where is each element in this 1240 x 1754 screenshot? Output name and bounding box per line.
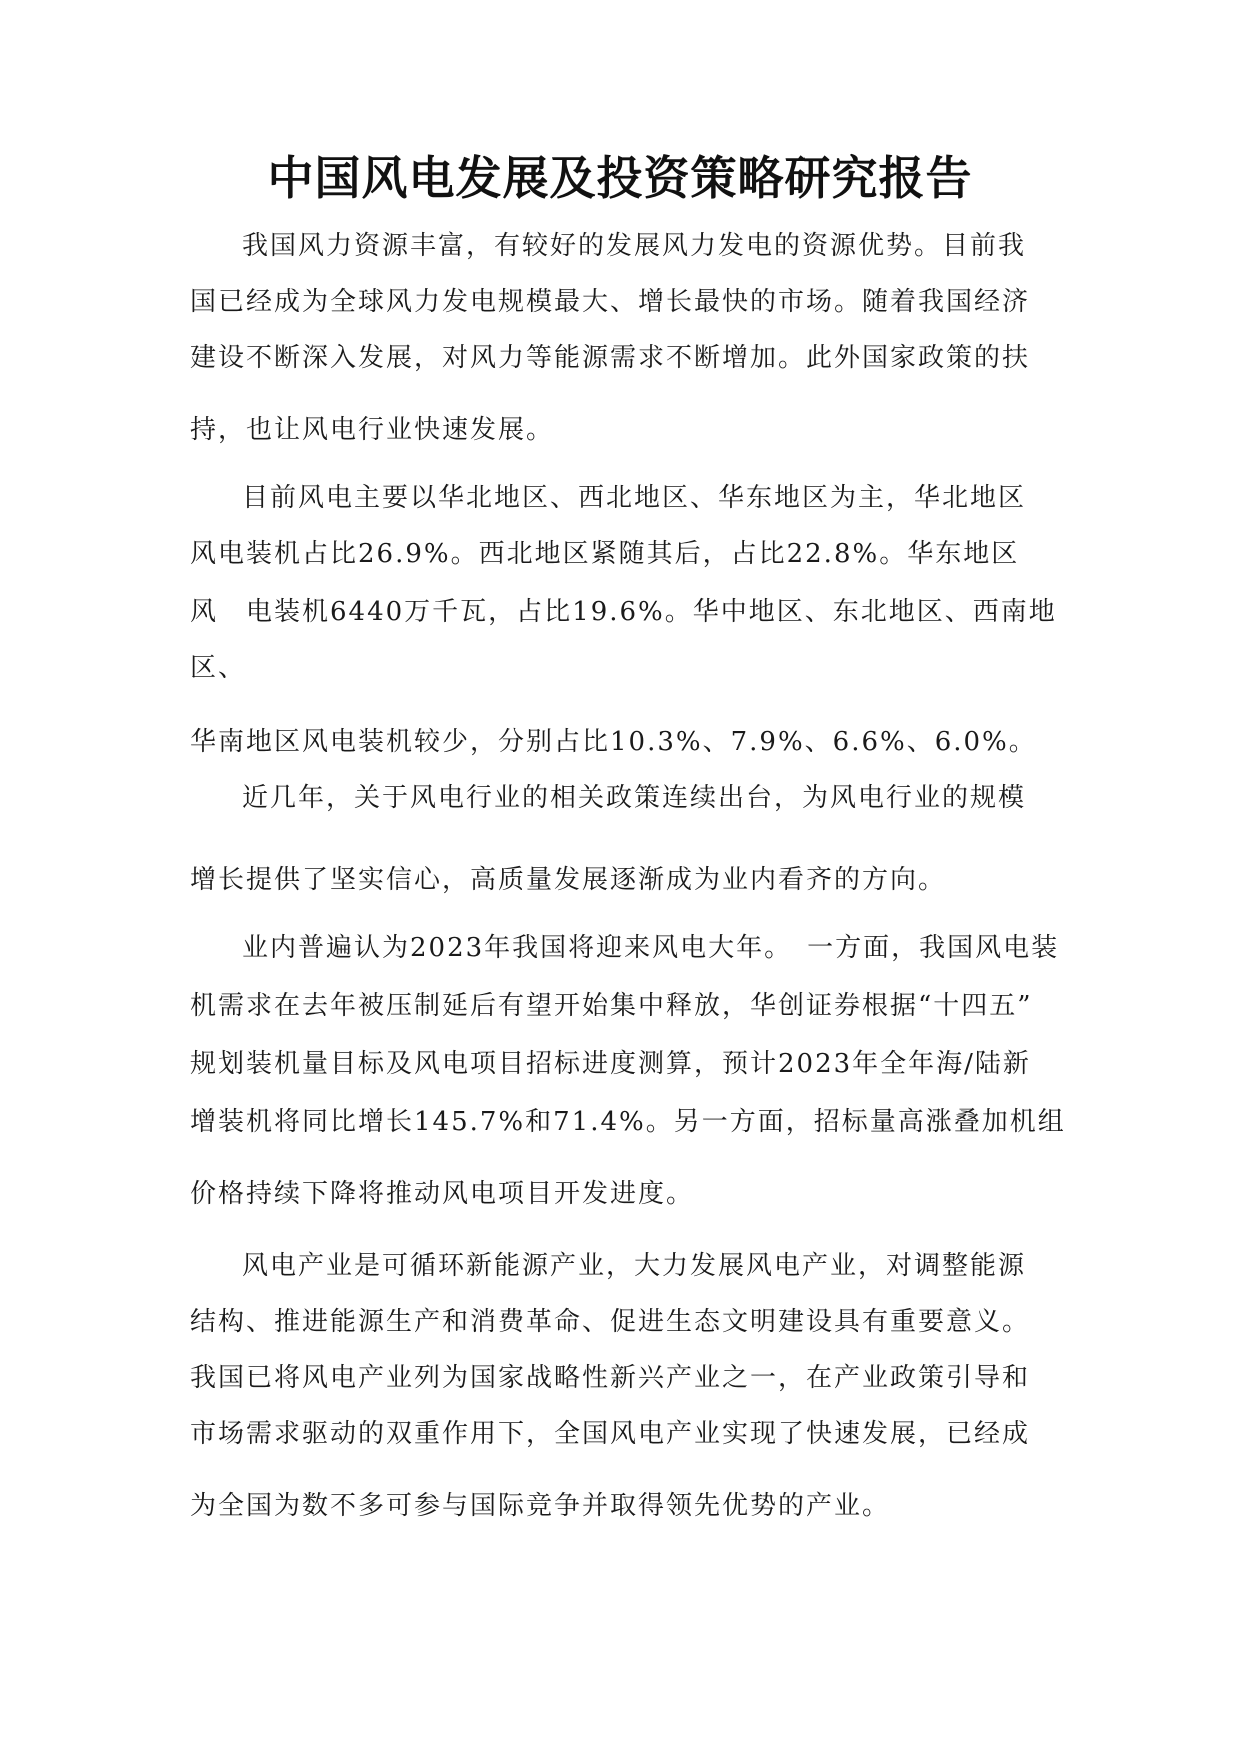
paragraph-2-line-2: 风电装机占比26.9%。西北地区紧随其后，占比22.8%。华东地区	[190, 539, 1020, 569]
paragraph-1-line-4: 持，也让风电行业快速发展。	[190, 415, 555, 445]
paragraph-4-line-1: 业内普遍认为2023年我国将迎来风电大年。 一方面，我国风电装	[242, 933, 1060, 963]
paragraph-2-line-3: 风 电装机6440万千瓦，占比19.6%。华中地区、东北地区、西南地	[190, 597, 1057, 627]
document-title: 中国风电发展及投资策略研究报告	[267, 151, 973, 205]
paragraph-5-line-5: 为全国为数不多可参与国际竞争并取得领先优势的产业。	[190, 1491, 891, 1521]
paragraph-5-line-1: 风电产业是可循环新能源产业，大力发展风电产业，对调整能源	[242, 1251, 1027, 1281]
paragraph-4-line-4: 增装机将同比增长145.7%和71.4%。另一方面，招标量高涨叠加机组	[190, 1107, 1066, 1137]
paragraph-1-line-2: 国已经成为全球风力发电规模最大、增长最快的市场。随着我国经济	[190, 287, 1031, 317]
paragraph-1-line-1: 我国风力资源丰富，有较好的发展风力发电的资源优势。目前我	[242, 231, 1027, 261]
paragraph-5-line-2: 结构、推进能源生产和消费革命、促进生态文明建设具有重要意义。	[190, 1307, 1031, 1337]
paragraph-2-line-5: 华南地区风电装机较少，分别占比10.3%、7.9%、6.6%、6.0%。	[190, 727, 1037, 757]
paragraph-2-line-1: 目前风电主要以华北地区、西北地区、华东地区为主，华北地区	[242, 483, 1027, 513]
paragraph-5-line-4: 市场需求驱动的双重作用下，全国风电产业实现了快速发展，已经成	[190, 1419, 1031, 1449]
paragraph-1-line-3: 建设不断深入发展，对风力等能源需求不断增加。此外国家政策的扶	[190, 343, 1031, 373]
paragraph-4-line-5: 价格持续下降将推动风电项目开发进度。	[190, 1179, 695, 1209]
paragraph-4-line-2: 机需求在去年被压制延后有望开始集中释放，华创证券根据“十四五”	[190, 991, 1033, 1021]
paragraph-4-line-3: 规划装机量目标及风电项目招标进度测算，预计2023年全年海/陆新	[190, 1049, 1031, 1079]
paragraph-3-line-1: 近几年，关于风电行业的相关政策连续出台，为风电行业的规模	[242, 783, 1027, 813]
paragraph-5-line-3: 我国已将风电产业列为国家战略性新兴产业之一，在产业政策引导和	[190, 1363, 1031, 1393]
paragraph-3-line-2: 增长提供了坚实信心，高质量发展逐渐成为业内看齐的方向。	[190, 865, 947, 895]
paragraph-2-line-4: 区、	[190, 653, 247, 683]
